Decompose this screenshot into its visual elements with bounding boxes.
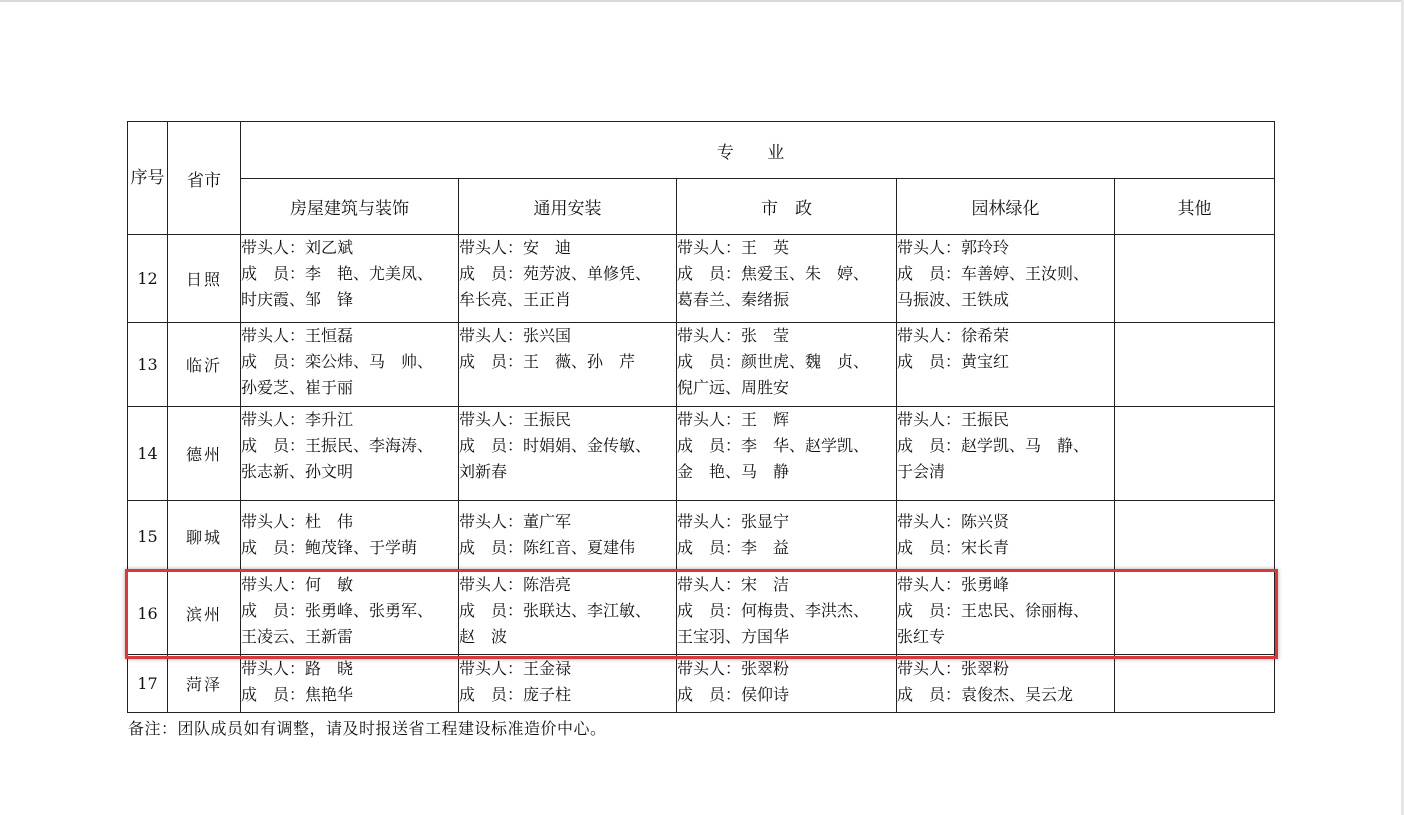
member-line: 成 员：车善婷、王汝则、 — [897, 264, 1090, 283]
footnote: 备注：团队成员如有调整，请及时报送省工程建设标准造价中心。 — [128, 719, 607, 738]
leader-line: 带头人：杜 伟 — [241, 512, 354, 531]
member-line: 成 员：宋长青 — [897, 538, 1010, 557]
member-line: 成 员：何梅贵、李洪杰、 — [677, 601, 870, 620]
row-city: 德州 — [168, 407, 241, 501]
table-row — [128, 655, 1275, 713]
cell-landscaping — [897, 572, 1115, 655]
cell-other — [1115, 572, 1275, 655]
table-row — [128, 407, 1275, 501]
leader-line: 带头人：陈浩亮 — [459, 575, 572, 594]
member-line: 赵 波 — [459, 627, 508, 646]
member-line: 于会清 — [897, 462, 946, 481]
cell-building — [241, 501, 459, 572]
header-category-installation: 通用安装 — [459, 179, 677, 235]
member-line: 张志新、孙文明 — [241, 462, 354, 481]
table-row — [128, 235, 1275, 323]
member-line: 牟长亮、王正肖 — [459, 290, 572, 309]
cell-municipal — [677, 323, 897, 407]
leader-line: 带头人：王恒磊 — [241, 326, 354, 345]
team-roster-table — [127, 121, 1275, 713]
leader-line: 带头人：董广军 — [459, 512, 572, 531]
leader-line: 带头人：张翠粉 — [897, 659, 1010, 678]
member-line: 成 员：王振民、李海涛、 — [241, 436, 434, 455]
leader-line: 带头人：陈兴贤 — [897, 512, 1010, 531]
member-line: 成 员：颜世虎、魏 贞、 — [677, 352, 870, 371]
member-line: 成 员：张联达、李江敏、 — [459, 601, 652, 620]
leader-line: 带头人：王振民 — [897, 410, 1010, 429]
member-line: 张红专 — [897, 627, 946, 646]
leader-line: 带头人：刘乙斌 — [241, 238, 354, 257]
row-seq: 13 — [128, 323, 168, 407]
member-line: 孙爱芝、崔于丽 — [241, 378, 354, 397]
member-line: 成 员：鲍茂锋、于学萌 — [241, 538, 418, 557]
leader-line: 带头人：王 英 — [677, 238, 790, 257]
table-row — [128, 323, 1275, 407]
member-line: 成 员：李 益 — [677, 538, 790, 557]
table-row — [128, 501, 1275, 572]
header-category-municipal: 市 政 — [677, 179, 897, 235]
leader-line: 带头人：王 辉 — [677, 410, 790, 429]
header-category-other: 其他 — [1115, 179, 1275, 235]
member-line: 王宝羽、方国华 — [677, 627, 790, 646]
row-seq: 12 — [128, 235, 168, 323]
member-line: 倪广远、周胜安 — [677, 378, 790, 397]
member-line: 成 员：时娟娟、金传敏、 — [459, 436, 652, 455]
cell-municipal — [677, 572, 897, 655]
leader-line: 带头人：王振民 — [459, 410, 572, 429]
cell-building — [241, 235, 459, 323]
leader-line: 带头人：王金禄 — [459, 659, 572, 678]
cell-municipal — [677, 655, 897, 713]
leader-line: 带头人：徐希荣 — [897, 326, 1010, 345]
cell-installation — [459, 501, 677, 572]
member-line: 成 员：焦爱玉、朱 婷、 — [677, 264, 870, 283]
member-line: 时庆霞、邹 锋 — [241, 290, 354, 309]
leader-line: 带头人：张兴国 — [459, 326, 572, 345]
leader-line: 带头人：何 敏 — [241, 575, 354, 594]
member-line: 成 员：赵学凯、马 静、 — [897, 436, 1090, 455]
member-line: 刘新春 — [459, 462, 508, 481]
member-line: 成 员：栾公炜、马 帅、 — [241, 352, 434, 371]
header-city: 省市 — [168, 122, 241, 235]
leader-line: 带头人：宋 洁 — [677, 575, 790, 594]
row-city: 菏泽 — [168, 655, 241, 713]
header-seq: 序号 — [128, 122, 168, 235]
leader-line: 带头人：张 莹 — [677, 326, 790, 345]
cell-installation — [459, 572, 677, 655]
header-major: 专 业 — [241, 122, 1275, 179]
cell-other — [1115, 323, 1275, 407]
cell-installation — [459, 323, 677, 407]
cell-municipal — [677, 407, 897, 501]
row-seq: 15 — [128, 501, 168, 572]
cell-municipal — [677, 235, 897, 323]
member-line: 成 员：李 艳、尤美凤、 — [241, 264, 434, 283]
cell-landscaping — [897, 323, 1115, 407]
row-seq: 14 — [128, 407, 168, 501]
leader-line: 带头人：路 晓 — [241, 659, 354, 678]
cell-landscaping — [897, 235, 1115, 323]
member-line: 成 员：张勇峰、张勇军、 — [241, 601, 434, 620]
row-seq: 16 — [128, 572, 168, 655]
cell-building — [241, 655, 459, 713]
member-line: 成 员：侯仰诗 — [677, 685, 790, 704]
cell-building — [241, 407, 459, 501]
cell-installation — [459, 235, 677, 323]
member-line: 王凌云、王新雷 — [241, 627, 354, 646]
cell-installation — [459, 407, 677, 501]
member-line: 成 员：王忠民、徐丽梅、 — [897, 601, 1090, 620]
leader-line: 带头人：郭玲玲 — [897, 238, 1010, 257]
member-line: 成 员：苑芳波、单修凭、 — [459, 264, 652, 283]
row-seq: 17 — [128, 655, 168, 713]
cell-other — [1115, 235, 1275, 323]
row-city: 聊城 — [168, 501, 241, 572]
cell-installation — [459, 655, 677, 713]
table-row — [128, 572, 1275, 655]
cell-municipal — [677, 501, 897, 572]
member-line: 成 员：李 华、赵学凯、 — [677, 436, 870, 455]
cell-building — [241, 323, 459, 407]
member-line: 成 员：庞子柱 — [459, 685, 572, 704]
header-category-building: 房屋建筑与装饰 — [241, 179, 459, 235]
cell-other — [1115, 501, 1275, 572]
member-line: 成 员：袁俊杰、吴云龙 — [897, 685, 1074, 704]
row-city: 日照 — [168, 235, 241, 323]
leader-line: 带头人：张翠粉 — [677, 659, 790, 678]
member-line: 葛春兰、秦绪振 — [677, 290, 790, 309]
cell-other — [1115, 407, 1275, 501]
member-line: 成 员：陈红音、夏建伟 — [459, 538, 636, 557]
cell-other — [1115, 655, 1275, 713]
member-line: 成 员：王 薇、孙 芹 — [459, 352, 636, 371]
leader-line: 带头人：张显宁 — [677, 512, 790, 531]
cell-landscaping — [897, 501, 1115, 572]
cell-landscaping — [897, 407, 1115, 501]
page-top-edge — [0, 0, 1404, 2]
member-line: 成 员：焦艳华 — [241, 685, 354, 704]
leader-line: 带头人：安 迪 — [459, 238, 572, 257]
member-line: 金 艳、马 静 — [677, 462, 790, 481]
leader-line: 带头人：李升江 — [241, 410, 354, 429]
header-category-landscaping: 园林绿化 — [897, 179, 1115, 235]
leader-line: 带头人：张勇峰 — [897, 575, 1010, 594]
member-line: 成 员：黄宝红 — [897, 352, 1010, 371]
cell-building — [241, 572, 459, 655]
row-city: 临沂 — [168, 323, 241, 407]
member-line: 马振波、王铁成 — [897, 290, 1010, 309]
cell-landscaping — [897, 655, 1115, 713]
row-city: 滨州 — [168, 572, 241, 655]
